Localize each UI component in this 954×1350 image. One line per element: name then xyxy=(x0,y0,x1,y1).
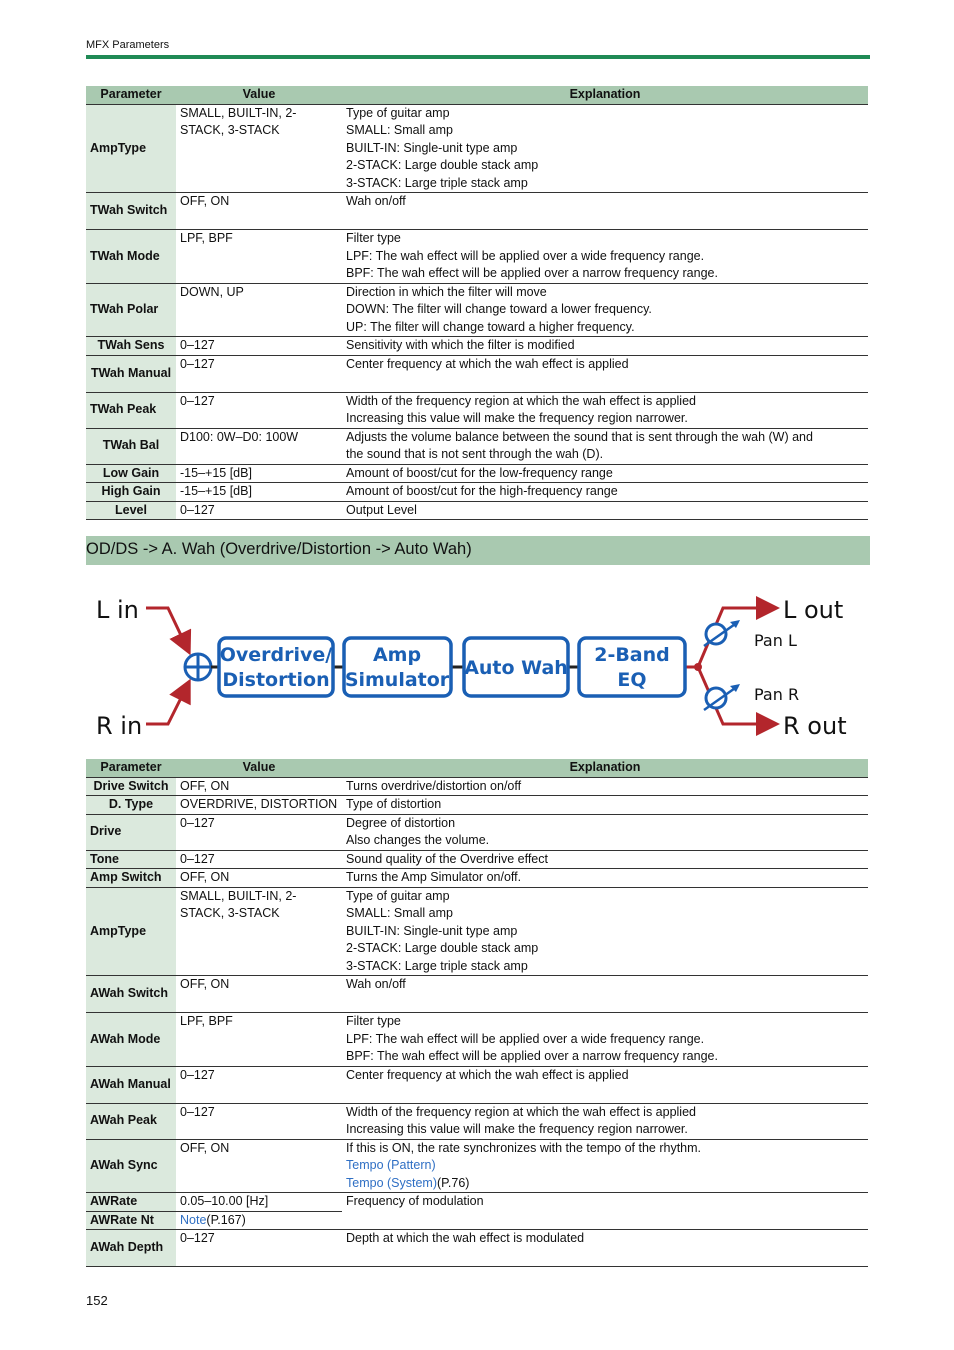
param-value: 0–127 xyxy=(180,338,215,352)
param-name: Level xyxy=(86,501,176,520)
param-value: 0–127 xyxy=(180,1231,215,1245)
table-row xyxy=(86,355,868,392)
explanation-line: 2-STACK: Large double stack amp xyxy=(346,158,539,172)
explanation-line: Turns overdrive/distortion on/off xyxy=(346,778,522,793)
param-value: OFF, ON xyxy=(180,778,230,793)
explanation-line: Output Level xyxy=(346,502,417,517)
table-row xyxy=(86,887,868,976)
explanation-line: Amount of boost/cut for the high-frequency range xyxy=(346,484,618,498)
param-name: AWah Depth xyxy=(86,1230,176,1267)
r-in-wire xyxy=(146,684,188,724)
param-value: STACK, 3-STACK xyxy=(180,123,280,137)
param-name: AWah Switch xyxy=(86,976,176,1013)
explanation-line: DOWN: The filter will change toward a lower frequency. xyxy=(346,302,652,316)
param-value: 0–127 xyxy=(180,502,215,517)
explanation-line: Depth at which the wah effect is modulated xyxy=(346,1231,585,1245)
parameter-table-2 xyxy=(86,759,868,1267)
block-label: 2-Band xyxy=(594,644,670,666)
l-in-label: L in xyxy=(96,596,139,624)
explanation-line: SMALL: Small amp xyxy=(346,906,453,920)
auto-wah-block xyxy=(464,638,568,696)
block-label: Amp xyxy=(372,644,422,666)
param-name: TWah Switch xyxy=(86,193,176,230)
param-name: TWah Mode xyxy=(86,230,176,284)
param-value: 0–127 xyxy=(180,356,215,371)
table-row xyxy=(86,1230,868,1267)
param-name: D. Type xyxy=(86,796,176,815)
section-title: OD/DS -> A. Wah (Overdrive/Distortion -> Auto Wah) xyxy=(86,540,472,558)
param-name: AWRate Nt xyxy=(86,1211,176,1230)
tempo-system-link[interactable]: Tempo (System) xyxy=(346,1175,437,1190)
block-label: Auto Wah xyxy=(464,657,568,679)
r-out-label: R out xyxy=(783,712,847,740)
param-value: LPF, BPF xyxy=(180,1014,233,1028)
explanation-line: Wah on/off xyxy=(346,194,406,208)
explanation-line: UP: The filter will change toward a higher frequency. xyxy=(346,319,635,334)
param-name: AWah Mode xyxy=(86,1013,176,1067)
param-name: TWah Polar xyxy=(86,283,176,337)
table-row xyxy=(86,104,868,193)
param-value: OFF, ON xyxy=(180,870,230,884)
param-name: TWah Manual xyxy=(86,355,176,392)
table-row xyxy=(86,337,868,356)
table-row xyxy=(86,1013,868,1067)
block-label: EQ xyxy=(617,669,647,691)
table-row xyxy=(86,796,868,815)
page-reference: (P.76) xyxy=(437,1175,470,1190)
col-header-explanation: Explanation xyxy=(342,759,868,777)
explanation-line: Turns the Amp Simulator on/off. xyxy=(346,870,522,884)
explanation-line: Width of the frequency region at which the wah effect is applied xyxy=(346,1104,696,1119)
explanation-line: Width of the frequency region at which the wah effect is applied xyxy=(346,393,696,408)
table-row xyxy=(86,777,868,796)
col-header-value: Value xyxy=(176,759,342,777)
table-row xyxy=(86,1103,868,1139)
param-value: OFF, ON xyxy=(180,977,230,991)
param-name: TWah Sens xyxy=(86,337,176,356)
param-name: Low Gain xyxy=(86,464,176,483)
explanation-line: Filter type xyxy=(346,231,401,245)
note-link[interactable]: Note xyxy=(180,1212,207,1227)
param-value: OFF, ON xyxy=(180,194,230,208)
param-name: AWah Manual xyxy=(86,1066,176,1103)
explanation-line: Sound quality of the Overdrive effect xyxy=(346,851,548,866)
param-value: 0–127 xyxy=(180,1067,215,1082)
explanation-line: Type of distortion xyxy=(346,797,442,811)
explanation-line: Frequency of modulation xyxy=(346,1194,484,1208)
param-value: LPF, BPF xyxy=(180,231,233,245)
r-in-label: R in xyxy=(96,712,143,740)
parameter-table-1 xyxy=(86,86,868,520)
explanation-line: Center frequency at which the wah effect is applied xyxy=(346,1067,629,1082)
table-row xyxy=(86,869,868,888)
param-value: OFF, ON xyxy=(180,1140,230,1155)
explanation-line: Adjusts the volume balance between the sound that is sent through the wah (W) and xyxy=(346,429,813,444)
block-label: Simulator xyxy=(344,669,450,691)
col-header-value: Value xyxy=(176,86,342,104)
pan-l-knob-icon xyxy=(704,620,740,646)
explanation-line: LPF: The wah effect will be applied over a wide frequency range. xyxy=(346,1031,705,1046)
col-header-parameter: Parameter xyxy=(86,759,176,777)
l-out-label: L out xyxy=(783,596,844,624)
explanation-line: 3-STACK: Large triple stack amp xyxy=(346,175,528,190)
explanation-line: Increasing this value will make the frequency region narrower. xyxy=(346,411,688,425)
explanation-line: BPF: The wah effect will be applied over a narrow frequency range. xyxy=(346,266,718,280)
explanation-line: Degree of distortion xyxy=(346,815,456,830)
param-name: AmpType xyxy=(86,887,176,976)
overdrive-distortion-block xyxy=(219,638,333,696)
param-name: TWah Bal xyxy=(86,428,176,464)
explanation-line: Center frequency at which the wah effect is applied xyxy=(346,356,629,371)
param-value: DOWN, UP xyxy=(180,284,244,299)
table-row xyxy=(86,501,868,520)
col-header-parameter: Parameter xyxy=(86,86,176,104)
param-name: AWah Peak xyxy=(86,1103,176,1139)
param-name: AmpType xyxy=(86,104,176,193)
param-name: TWah Peak xyxy=(86,392,176,428)
explanation-line: BUILT-IN: Single-unit type amp xyxy=(346,140,518,155)
explanation-line: Also changes the volume. xyxy=(346,833,490,847)
table-row xyxy=(86,464,868,483)
explanation-line: 3-STACK: Large triple stack amp xyxy=(346,958,528,973)
explanation-line: BUILT-IN: Single-unit type amp xyxy=(346,923,518,938)
param-value: SMALL, BUILT-IN, 2- xyxy=(180,888,297,903)
param-name: Tone xyxy=(86,850,176,869)
table-row xyxy=(86,230,868,284)
explanation-line: SMALL: Small amp xyxy=(346,123,453,137)
param-value: 0–127 xyxy=(180,851,215,866)
explanation-line: Type of guitar amp xyxy=(346,105,450,120)
table-row xyxy=(86,850,868,869)
page-header-title: MFX Parameters xyxy=(86,39,170,51)
explanation-line: the sound that is not sent through the wah (D). xyxy=(346,447,604,461)
param-value: -15–+15 [dB] xyxy=(180,484,252,498)
header-rule xyxy=(86,55,870,59)
param-value: D100: 0W–D0: 100W xyxy=(180,429,299,444)
param-value: 0–127 xyxy=(180,815,215,830)
explanation-line: Wah on/off xyxy=(346,977,406,991)
explanation-line: Type of guitar amp xyxy=(346,888,450,903)
tempo-pattern-link[interactable]: Tempo (Pattern) xyxy=(346,1158,436,1172)
explanation-line: Increasing this value will make the frequency region narrower. xyxy=(346,1122,688,1136)
l-in-wire xyxy=(146,608,188,650)
pan-r-label: Pan R xyxy=(754,685,800,704)
mixer-plus-icon xyxy=(185,654,211,680)
param-name: AWRate xyxy=(86,1193,176,1212)
explanation-line: Sensitivity with which the filter is modified xyxy=(346,338,575,352)
param-name: Drive xyxy=(86,814,176,850)
param-value: 0.05–10.00 [Hz] xyxy=(180,1194,269,1208)
explanation-line: If this is ON, the rate synchronizes with the tempo of the rhythm. xyxy=(346,1140,702,1155)
pan-r-knob-icon xyxy=(704,684,740,710)
table-row xyxy=(86,1066,868,1103)
explanation-line: Filter type xyxy=(346,1014,401,1028)
block-label: Distortion xyxy=(222,669,330,691)
table-row xyxy=(86,392,868,428)
table-row xyxy=(86,1193,868,1212)
pan-l-label: Pan L xyxy=(754,631,797,650)
param-value: 0–127 xyxy=(180,393,215,408)
explanation-line: Amount of boost/cut for the low-frequency range xyxy=(346,465,613,480)
param-value: 0–127 xyxy=(180,1104,215,1119)
page-number: 152 xyxy=(86,1293,108,1308)
explanation-line: BPF: The wah effect will be applied over a narrow frequency range. xyxy=(346,1049,718,1063)
param-name: Amp Switch xyxy=(86,869,176,888)
table-row xyxy=(86,976,868,1013)
table-row xyxy=(86,193,868,230)
param-value: -15–+15 [dB] xyxy=(180,465,252,480)
param-value: SMALL, BUILT-IN, 2- xyxy=(180,105,297,120)
table-row xyxy=(86,428,868,464)
param-name: High Gain xyxy=(86,483,176,502)
explanation-line: 2-STACK: Large double stack amp xyxy=(346,941,539,955)
explanation-line: Direction in which the filter will move xyxy=(346,284,547,299)
two-band-eq-block xyxy=(579,638,685,696)
page-reference: (P.167) xyxy=(206,1212,246,1227)
param-name: Drive Switch xyxy=(86,777,176,796)
table-row xyxy=(86,483,868,502)
table-row xyxy=(86,283,868,337)
param-value: OVERDRIVE, DISTORTION xyxy=(180,797,338,811)
param-name: AWah Sync xyxy=(86,1139,176,1193)
table-row xyxy=(86,814,868,850)
signal-flow-diagram xyxy=(86,592,856,744)
explanation-line: LPF: The wah effect will be applied over a wide frequency range. xyxy=(346,248,705,263)
block-label: Overdrive/ xyxy=(219,644,333,666)
table-row xyxy=(86,1139,868,1193)
col-header-explanation: Explanation xyxy=(342,86,868,104)
param-value: STACK, 3-STACK xyxy=(180,906,280,920)
amp-simulator-block xyxy=(344,638,451,696)
